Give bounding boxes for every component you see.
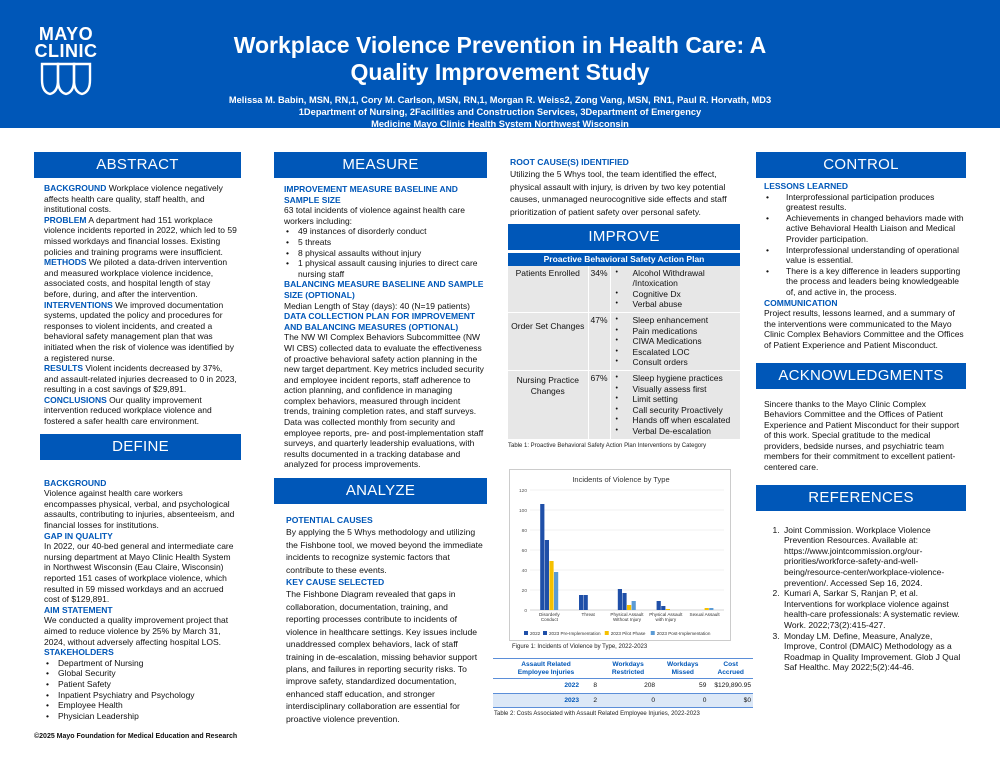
row-percent: 34% bbox=[588, 266, 610, 313]
list-item: • Escalated LOC bbox=[613, 347, 738, 358]
mayo-shields-icon bbox=[40, 62, 92, 96]
table-row bbox=[508, 370, 740, 439]
cost-restricted: 208 bbox=[599, 679, 657, 694]
analyze-potential-text: By applying the 5 Whys methodology and utilizing the Fishbone tool, we moved beyond the immediate incidents to recognize systemic factors that contribute to these events. bbox=[286, 527, 483, 575]
cost-year: 2022 bbox=[511, 679, 581, 694]
logo-text-line1: MAYO bbox=[38, 24, 94, 44]
table1-caption: Table 1: Proactive Behavioral Safety Action Plan Interventions by Category bbox=[508, 442, 707, 449]
author-block bbox=[150, 94, 850, 130]
row-category: Order Set Changes bbox=[508, 313, 588, 371]
measure-data-label: DATA COLLECTION PLAN FOR IMPROVEMENT AND BALANCING MEASURES (OPTIONAL) bbox=[284, 311, 476, 332]
list-item: 2. Kumari A, Sarkar S, Ranjan P, et al. Interventions for workplace violence against health-care professionals: A systematic review. Work. 2022;73(2):415-427. bbox=[782, 588, 964, 630]
list-item: • Alcohol Withdrawal /Intoxication bbox=[613, 268, 738, 289]
root-cause-text: Utilizing the 5 Whys tool, the team identified the effect, physical assault with injury, is driven by two key potential causes, unmanaged neurocognitive side effects and staff prioritization of patient safety over personal safety. bbox=[510, 169, 727, 217]
legend-label: 2022 bbox=[530, 631, 541, 636]
stakeholders-list bbox=[44, 658, 237, 722]
poster-header bbox=[0, 0, 1000, 128]
measure-items-list bbox=[284, 226, 485, 279]
abstract-interventions-label: INTERVENTIONS bbox=[44, 299, 113, 310]
list-item: • Verbal De-escalation bbox=[613, 426, 738, 437]
legend-label: 2023 Pre-Implementation bbox=[549, 631, 601, 636]
define-stakeholders-label: STAKEHOLDERS bbox=[44, 647, 114, 658]
legend-label: 2023 Pilot Phase bbox=[610, 631, 646, 636]
measure-data-text: The NW WI Complex Behaviors Subcommittee (NW WI CBS) collected data to evaluate the effectiveness of proactive behavioral safety action planning in the new target department. Key metrics included security and employee incident reports, staff adherence to action planning, and confidence in managing complex behaviors, measured through incident trends, training completion rates, and staff surveys. Data was collected monthly from security and employee reports, pre- and post-implementation staff surveys, and quarterly leadership evaluations, with results documented in a tracking database and analyzed for process improvements. bbox=[284, 332, 484, 470]
y-tick-label: 100 bbox=[518, 509, 527, 514]
list-item: • Interprofessional understanding of operational value is essential. bbox=[764, 245, 964, 266]
control-body bbox=[756, 178, 966, 351]
define-aim-text: We conducted a quality improvement project that aimed to reduce violence by 25% by March 31, 2024, without adversely affecting hospital LOS. bbox=[44, 615, 229, 647]
acknowledgments-body bbox=[756, 389, 966, 473]
y-tick-label: 0 bbox=[524, 609, 527, 614]
measure-body bbox=[274, 178, 487, 470]
cost-header-cost: Cost Accrued bbox=[708, 659, 753, 679]
list-item: • Call security Proactively bbox=[613, 405, 738, 416]
row-category: Patients Enrolled bbox=[508, 266, 588, 313]
measure-heading: MEASURE bbox=[274, 152, 487, 178]
bar bbox=[618, 589, 622, 610]
copyright-footer: ©2025 Mayo Foundation for Medical Education and Research bbox=[34, 733, 238, 740]
cost-header-restricted: Workdays Restricted bbox=[599, 659, 657, 679]
y-tick-label: 40 bbox=[521, 569, 527, 574]
define-background-text: Violence against health care workers encompasses physical, verbal, and psychological assaults, contributing to injuries, absenteeism, and financial losses for institutions. bbox=[44, 488, 235, 531]
list-item: • Pain medications bbox=[613, 326, 738, 337]
abstract-background-label: BACKGROUND bbox=[44, 183, 107, 193]
list-item: • 1 physical assault causing injuries to direct care nursing staff bbox=[284, 258, 485, 279]
abstract-results-text: Violent incidents decreased by 37%, and assault-related injuries decreased to 0 in 2023, resulting in a cost savings of $29,891. bbox=[44, 363, 237, 395]
abstract-heading: ABSTRACT bbox=[34, 152, 241, 178]
table-row bbox=[508, 313, 740, 371]
bar bbox=[579, 595, 583, 610]
y-tick-label: 20 bbox=[521, 589, 527, 594]
legend-swatch bbox=[651, 631, 655, 635]
list-item: • Cognitive Dx bbox=[613, 289, 738, 300]
improve-heading: IMPROVE bbox=[508, 224, 740, 250]
references-body bbox=[756, 511, 966, 673]
table-row bbox=[493, 679, 753, 694]
column-2 bbox=[274, 152, 487, 725]
x-tick-label: Disorderly Conduct bbox=[539, 612, 560, 622]
list-item: • Sleep hygiene practices bbox=[613, 373, 738, 384]
list-item: • Global Security bbox=[44, 668, 237, 679]
chart-svg bbox=[510, 470, 732, 642]
row-items bbox=[613, 268, 738, 310]
define-gap-text: In 2022, our 40-bed general and intermediate care nursing department at Mayo Clinic Health System in Northwest Wisconsin (Eau Claire, Wisconsin) reported 151 cases of workplace violence, which resulted in 59 missed workdays and an accrued cost of $129,891. bbox=[44, 541, 234, 605]
bar bbox=[632, 601, 636, 610]
legend-swatch bbox=[605, 631, 609, 635]
incidents-chart bbox=[509, 469, 731, 641]
bar bbox=[584, 595, 588, 610]
list-item: • Visually assess first bbox=[613, 384, 738, 395]
measure-balancing-label: BALANCING MEASURE BASELINE AND SAMPLE SIZE (OPTIONAL) bbox=[284, 279, 484, 300]
bar bbox=[661, 606, 665, 610]
y-tick-label: 60 bbox=[521, 549, 527, 554]
action-plan-title: Proactive Behavioral Safety Action Plan bbox=[508, 253, 740, 266]
abstract-methods-text: We piloted a data-driven intervention and measured workplace violence incidence, associated costs, and hospital length of stay before, during, and after the intervention. bbox=[44, 257, 228, 299]
control-lessons-label: LESSONS LEARNED bbox=[764, 181, 849, 191]
legend-label: 2023 Post-Implementation bbox=[656, 631, 711, 636]
row-items bbox=[613, 315, 738, 368]
control-communication-text: Project results, lessons learned, and a summary of the interventions were communicated to the Mayo Clinic Complex Behaviors Committee and the Offices of Patient Experience and Patient Misconduct. bbox=[764, 308, 964, 350]
x-tick-label: Physical Assault Without Injury bbox=[610, 612, 644, 622]
affiliations: 1Department of Nursing, 2Facilities and Construction Services, 3Department of Emergency bbox=[298, 107, 702, 117]
cost-year: 2023 bbox=[511, 693, 581, 708]
measure-balancing-text: Median Length of Stay (days): 40 (N=19 patients) bbox=[284, 300, 470, 311]
poster-title bbox=[150, 32, 850, 86]
analyze-key-label: KEY CAUSE SELECTED bbox=[286, 577, 385, 588]
cost-missed: 59 bbox=[657, 679, 708, 694]
table-row bbox=[493, 693, 753, 708]
list-item: • Consult orders bbox=[613, 357, 738, 368]
mayo-clinic-logo bbox=[26, 26, 106, 101]
cost-restricted: 0 bbox=[599, 693, 657, 708]
action-plan-table bbox=[508, 253, 740, 440]
column-1 bbox=[34, 152, 241, 721]
abstract-conclusions-text: Our quality improvement intervention reduced workplace violence and fostered a safer health care environment. bbox=[44, 394, 212, 427]
references-heading: REFERENCES bbox=[756, 485, 966, 511]
table2-caption: Table 2: Costs Associated with Assault Related Employee Injuries, 2022-2023 bbox=[494, 711, 700, 717]
list-item: • 49 instances of disorderly conduct bbox=[284, 226, 485, 237]
define-gap-label: GAP IN QUALITY bbox=[44, 530, 113, 541]
analyze-potential-label: POTENTIAL CAUSES bbox=[286, 515, 373, 526]
list-item: • Achievements in changed behaviors made with active Behavioral Health Liaison and Medical Provider participation. bbox=[764, 213, 964, 245]
list-item: • Employee Health bbox=[44, 700, 237, 711]
bar bbox=[657, 601, 661, 610]
references-list bbox=[764, 525, 964, 673]
list-item: • 5 threats bbox=[284, 237, 485, 248]
y-tick-label: 120 bbox=[518, 489, 527, 494]
bar bbox=[549, 561, 553, 610]
control-communication-label: COMMUNICATION bbox=[764, 297, 838, 308]
cost-table bbox=[493, 658, 753, 708]
measure-improvement-label: IMPROVEMENT MEASURE BASELINE AND SAMPLE SIZE bbox=[284, 184, 458, 205]
list-item: • Interprofessional participation produces greatest results. bbox=[764, 192, 964, 213]
list-item: • Sleep enhancement bbox=[613, 315, 738, 326]
list-item: • Department of Nursing bbox=[44, 658, 237, 669]
bar bbox=[622, 593, 626, 610]
analyze-body bbox=[274, 504, 487, 725]
root-cause-label: ROOT CAUSE(S) IDENTIFIED bbox=[510, 157, 629, 167]
x-tick-label: Sexual Assault bbox=[689, 612, 720, 617]
row-percent: 67% bbox=[588, 370, 610, 439]
bar bbox=[666, 609, 670, 610]
x-tick-label: Physical Assault with Injury bbox=[649, 612, 683, 622]
abstract-background-text: Workplace violence negatively affects health care quality, staff health, and institutional costs. bbox=[44, 183, 223, 215]
define-aim-label: AIM STATEMENT bbox=[44, 604, 113, 615]
analyze-heading: ANALYZE bbox=[274, 478, 487, 504]
root-cause-block bbox=[508, 156, 740, 218]
lessons-list bbox=[764, 192, 964, 298]
title-line2: Quality Improvement Study bbox=[350, 59, 650, 85]
list-item: • Patient Safety bbox=[44, 679, 237, 690]
row-percent: 47% bbox=[588, 313, 610, 371]
list-item: • Limit setting bbox=[613, 394, 738, 405]
x-tick-label: Threat bbox=[581, 612, 595, 617]
chart-title: Incidents of Violence by Type bbox=[572, 475, 670, 484]
bar bbox=[627, 605, 631, 610]
abstract-problem-label: PROBLEM bbox=[44, 214, 87, 225]
bar bbox=[709, 608, 713, 610]
bar bbox=[554, 572, 558, 610]
list-item: • There is a key difference in leaders supporting the process and leaders being knowledgeable of, and active in, the process. bbox=[764, 266, 964, 298]
acknowledgments-text: Sincere thanks to the Mayo Clinic Complex Behaviors Committee and the Offices of Patient Experience and Patient Misconduct for their support of this work. Special gratitude to the medical providers, bedside nurses, and psychiatric team members for their commitment to excellent patient- centered care. bbox=[764, 398, 960, 473]
bar bbox=[540, 504, 544, 610]
list-item: • 8 physical assaults without injury bbox=[284, 248, 485, 259]
list-item: • Physician Leadership bbox=[44, 711, 237, 722]
abstract-methods-label: METHODS bbox=[44, 257, 87, 268]
measure-improvement-text: 63 total incidents of violence against health care workers including: bbox=[284, 205, 465, 226]
column-4 bbox=[756, 152, 966, 673]
cost-accrued: $0 bbox=[708, 693, 753, 708]
row-items bbox=[613, 373, 738, 437]
list-item: • CIWA Medications bbox=[613, 336, 738, 347]
define-background-label: BACKGROUND bbox=[44, 477, 107, 488]
legend-swatch bbox=[543, 631, 547, 635]
list-item: • Inpatient Psychiatry and Psychology bbox=[44, 690, 237, 701]
acknowledgments-heading: ACKNOWLEDGMENTS bbox=[756, 363, 966, 389]
abstract-conclusions-label: CONCLUSIONS bbox=[44, 394, 107, 405]
cost-header-missed: Workdays Missed bbox=[657, 659, 708, 679]
cost-injuries: 2 bbox=[581, 693, 599, 708]
cost-injuries: 8 bbox=[581, 679, 599, 694]
analyze-key-text: The Fishbone Diagram revealed that gaps in collaboration, documentation, training, and reporting processes contribute to incidents of violence in healthcare settings. Key issues include unaddressed complex behaviors, lack of staff training in de-escalation, missing behavior support plans, and failures in reporting security risks. To improve safety, standardized documentation, enhanced staff education, and stronger interdisciplinary collaboration are essential for proactive violence prevention. bbox=[286, 589, 478, 724]
cost-header-injuries: Assault Related Employee Injuries bbox=[511, 659, 581, 679]
define-body bbox=[34, 460, 241, 722]
legend-swatch bbox=[524, 631, 528, 635]
control-heading: CONTROL bbox=[756, 152, 966, 178]
bar bbox=[705, 608, 709, 610]
list-item: 1. Joint Commission. Workplace Violence Prevention Resources. Available at: https://www.jointcommission.org/our-priorities/workforce-safety-and-well-being/resource-center/workplace-violence-prevention/. Accessed Sep 16, 2024. bbox=[782, 525, 964, 589]
y-tick-label: 80 bbox=[521, 529, 527, 534]
authors: Melissa M. Babin, MSN, RN,1, Cory M. Carlson, MSN, RN,1, Morgan R. Weiss2, Zong Vang, MSN, RN1, Paul R. Horvath, MD3 bbox=[228, 95, 772, 105]
list-item: • Hands off when escalated bbox=[613, 415, 738, 426]
institution: Medicine Mayo Clinic Health System Northwest Wisconsin bbox=[371, 119, 629, 129]
cost-accrued: $129,890.95 bbox=[708, 679, 753, 694]
abstract-results-label: RESULTS bbox=[44, 363, 84, 374]
title-line1: Workplace Violence Prevention in Health Care: A bbox=[233, 32, 767, 58]
logo-text-line2: CLINIC bbox=[34, 41, 98, 61]
column-3 bbox=[508, 156, 740, 450]
row-category: Nursing Practice Changes bbox=[508, 370, 588, 439]
bar bbox=[545, 540, 549, 610]
table-row bbox=[508, 266, 740, 313]
list-item: 3. Monday LM. Define, Measure, Analyze, Improve, Control (DMAIC) Methodology as a Roadmap in Quality Improvement. Glob J Qual Saf Healthc. May 2022;5(2):44-46. bbox=[782, 631, 964, 673]
cost-missed: 0 bbox=[657, 693, 708, 708]
list-item: • Verbal abuse bbox=[613, 299, 738, 310]
abstract-problem-text: A department had 151 workplace violence incidents reported in 2022, which led to 59 missed workdays and financial losses. Existing policies and training programs were insufficient. bbox=[44, 214, 237, 257]
abstract-interventions-text: We improved documentation systems, updated the policy and procedures for responses to violent incidents, and created a behavioral safety management plan that was initiated when the risk of violence was identified by a registered nurse. bbox=[44, 299, 234, 363]
abstract-body bbox=[34, 178, 241, 427]
figure1-caption: Figure 1: Incidents of Violence by Type, 2022-2023 bbox=[512, 644, 648, 650]
define-heading: DEFINE bbox=[40, 434, 241, 460]
